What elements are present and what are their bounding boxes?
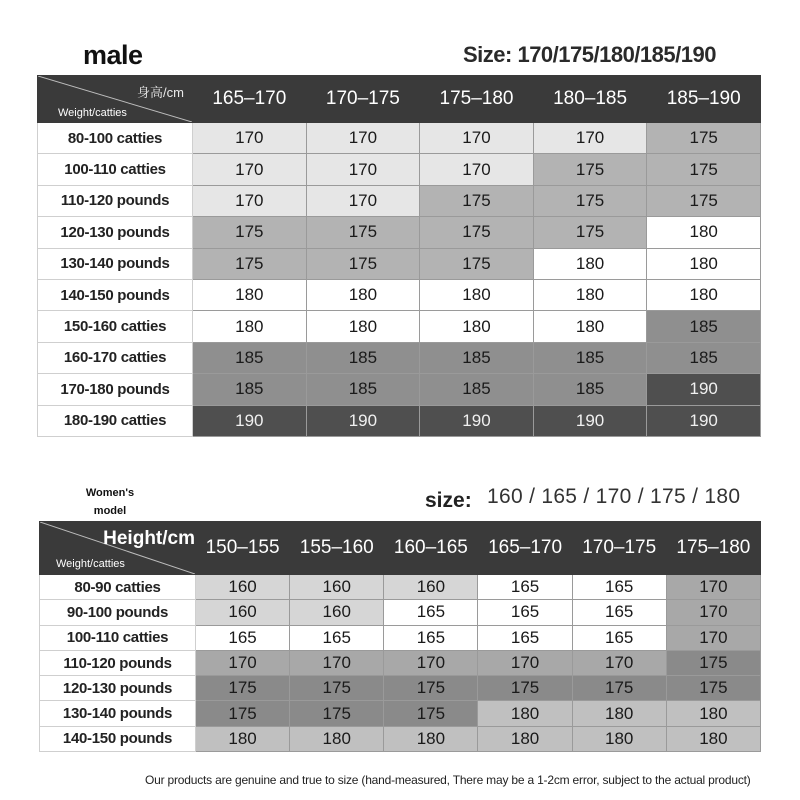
size-cell: 180 [306,311,420,342]
size-cell: 170 [420,154,534,185]
size-cell: 170 [572,650,666,675]
size-cell: 180 [196,726,290,751]
size-cell: 185 [533,342,647,373]
weight-range-label: 90-100 pounds [40,600,196,625]
weight-range-label: 130-140 pounds [38,248,193,279]
male-col-header: 185–190 [647,76,761,123]
size-cell: 185 [193,342,307,373]
table-row [40,600,761,625]
size-cell: 170 [196,650,290,675]
size-cell: 170 [666,600,760,625]
table-row [40,676,761,701]
women-col-header: 175–180 [666,522,760,575]
size-cell: 175 [478,676,572,701]
size-cell: 165 [478,600,572,625]
size-cell: 180 [306,279,420,310]
size-cell: 175 [533,217,647,248]
male-size-list: Size: 170/175/180/185/190 [463,42,716,67]
size-cell: 185 [533,374,647,405]
size-cell: 190 [647,405,761,436]
size-cell: 170 [306,123,420,154]
size-cell: 175 [420,248,534,279]
size-cell: 170 [306,185,420,216]
table-row [40,726,761,751]
table-row [40,650,761,675]
male-section-title: male [83,40,143,70]
height-axis-label: 身高/cm [137,85,184,100]
table-row [38,154,761,185]
table-row [38,374,761,405]
size-cell: 175 [196,676,290,701]
size-cell: 170 [193,185,307,216]
size-cell: 180 [420,279,534,310]
male-header-row [38,76,761,123]
size-cell: 160 [384,575,478,600]
size-cell: 185 [647,311,761,342]
size-cell: 170 [478,650,572,675]
size-cell: 165 [572,600,666,625]
size-cell: 185 [306,374,420,405]
table-row [38,279,761,310]
table-row [40,625,761,650]
size-cell: 180 [384,726,478,751]
size-cell: 180 [533,248,647,279]
male-col-header: 165–170 [193,76,307,123]
size-cell: 180 [572,726,666,751]
size-cell: 180 [666,726,760,751]
size-cell: 165 [478,625,572,650]
height-axis-label: Height/cm [103,528,195,549]
size-cell: 180 [647,217,761,248]
table-row [38,217,761,248]
weight-range-label: 120-130 pounds [38,217,193,248]
male-col-header: 175–180 [420,76,534,123]
size-cell: 185 [306,342,420,373]
size-cell: 165 [196,625,290,650]
size-cell: 175 [306,248,420,279]
size-cell: 180 [193,311,307,342]
male-corner-header [38,76,193,123]
weight-range-label: 140-150 pounds [40,726,196,751]
size-cell: 190 [193,405,307,436]
weight-range-label: 140-150 pounds [38,279,193,310]
women-col-header: 170–175 [572,522,666,575]
size-cell: 175 [666,676,760,701]
table-row [38,123,761,154]
weight-range-label: 150-160 catties [38,311,193,342]
size-cell: 175 [306,217,420,248]
weight-range-label: 130-140 pounds [40,701,196,726]
size-cell: 175 [290,701,384,726]
size-cell: 190 [647,374,761,405]
size-cell: 185 [420,342,534,373]
size-cell: 185 [647,342,761,373]
male-col-header: 180–185 [533,76,647,123]
male-col-header: 170–175 [306,76,420,123]
table-row [38,342,761,373]
women-col-header: 160–165 [384,522,478,575]
weight-range-label: 100-110 catties [40,625,196,650]
size-cell: 175 [290,676,384,701]
size-cell: 175 [666,650,760,675]
size-cell: 175 [384,701,478,726]
size-cell: 170 [666,575,760,600]
size-cell: 175 [533,185,647,216]
size-cell: 175 [647,123,761,154]
table-row [38,311,761,342]
table-row [38,405,761,436]
size-cell: 175 [647,185,761,216]
women-corner-header [40,522,196,575]
women-col-header: 150–155 [196,522,290,575]
size-cell: 175 [193,217,307,248]
footnote: Our products are genuine and true to size (hand-measured, There may be a 1-2cm error, subject to the actual product) [145,773,751,787]
women-size-label: size: [425,489,472,512]
size-cell: 180 [533,279,647,310]
size-cell: 165 [572,575,666,600]
women-section-title: Women's model [85,487,135,517]
size-cell: 170 [384,650,478,675]
size-cell: 165 [478,575,572,600]
size-cell: 165 [384,625,478,650]
size-cell: 180 [193,279,307,310]
size-cell: 175 [647,154,761,185]
size-cell: 175 [196,701,290,726]
weight-range-label: 100-110 catties [38,154,193,185]
size-cell: 175 [420,217,534,248]
weight-range-label: 120-130 pounds [40,676,196,701]
size-cell: 170 [306,154,420,185]
size-cell: 165 [572,625,666,650]
size-cell: 180 [290,726,384,751]
size-cell: 170 [290,650,384,675]
size-cell: 160 [196,600,290,625]
table-row [40,701,761,726]
size-cell: 190 [420,405,534,436]
size-cell: 170 [533,123,647,154]
weight-range-label: 180-190 catties [38,405,193,436]
weight-range-label: 160-170 catties [38,342,193,373]
women-header-row [40,522,761,575]
size-cell: 160 [290,600,384,625]
size-cell: 165 [290,625,384,650]
size-cell: 180 [478,726,572,751]
size-cell: 165 [384,600,478,625]
weight-range-label: 170-180 pounds [38,374,193,405]
size-cell: 185 [193,374,307,405]
weight-range-label: 80-90 catties [40,575,196,600]
weight-range-label: 110-120 pounds [40,650,196,675]
size-cell: 180 [478,701,572,726]
table-row [38,248,761,279]
size-cell: 185 [420,374,534,405]
size-cell: 160 [196,575,290,600]
size-cell: 180 [533,311,647,342]
size-cell: 175 [572,676,666,701]
size-cell: 180 [647,248,761,279]
women-col-header: 165–170 [478,522,572,575]
size-cell: 160 [290,575,384,600]
size-cell: 170 [193,154,307,185]
size-cell: 190 [533,405,647,436]
women-size-table [39,521,761,752]
weight-axis-label: Weight/catties [56,558,125,570]
weight-range-label: 110-120 pounds [38,185,193,216]
women-size-list: 160 / 165 / 170 / 175 / 180 [487,485,741,508]
size-cell: 180 [572,701,666,726]
size-cell: 175 [533,154,647,185]
size-cell: 175 [420,185,534,216]
weight-range-label: 80-100 catties [38,123,193,154]
weight-axis-label: Weight/catties [58,107,127,119]
size-cell: 180 [420,311,534,342]
size-cell: 180 [647,279,761,310]
size-cell: 190 [306,405,420,436]
table-row [40,575,761,600]
size-cell: 175 [384,676,478,701]
women-col-header: 155–160 [290,522,384,575]
table-row [38,185,761,216]
size-cell: 175 [193,248,307,279]
size-cell: 170 [193,123,307,154]
male-size-table [37,75,761,437]
size-cell: 170 [420,123,534,154]
size-cell: 170 [666,625,760,650]
size-cell: 180 [666,701,760,726]
